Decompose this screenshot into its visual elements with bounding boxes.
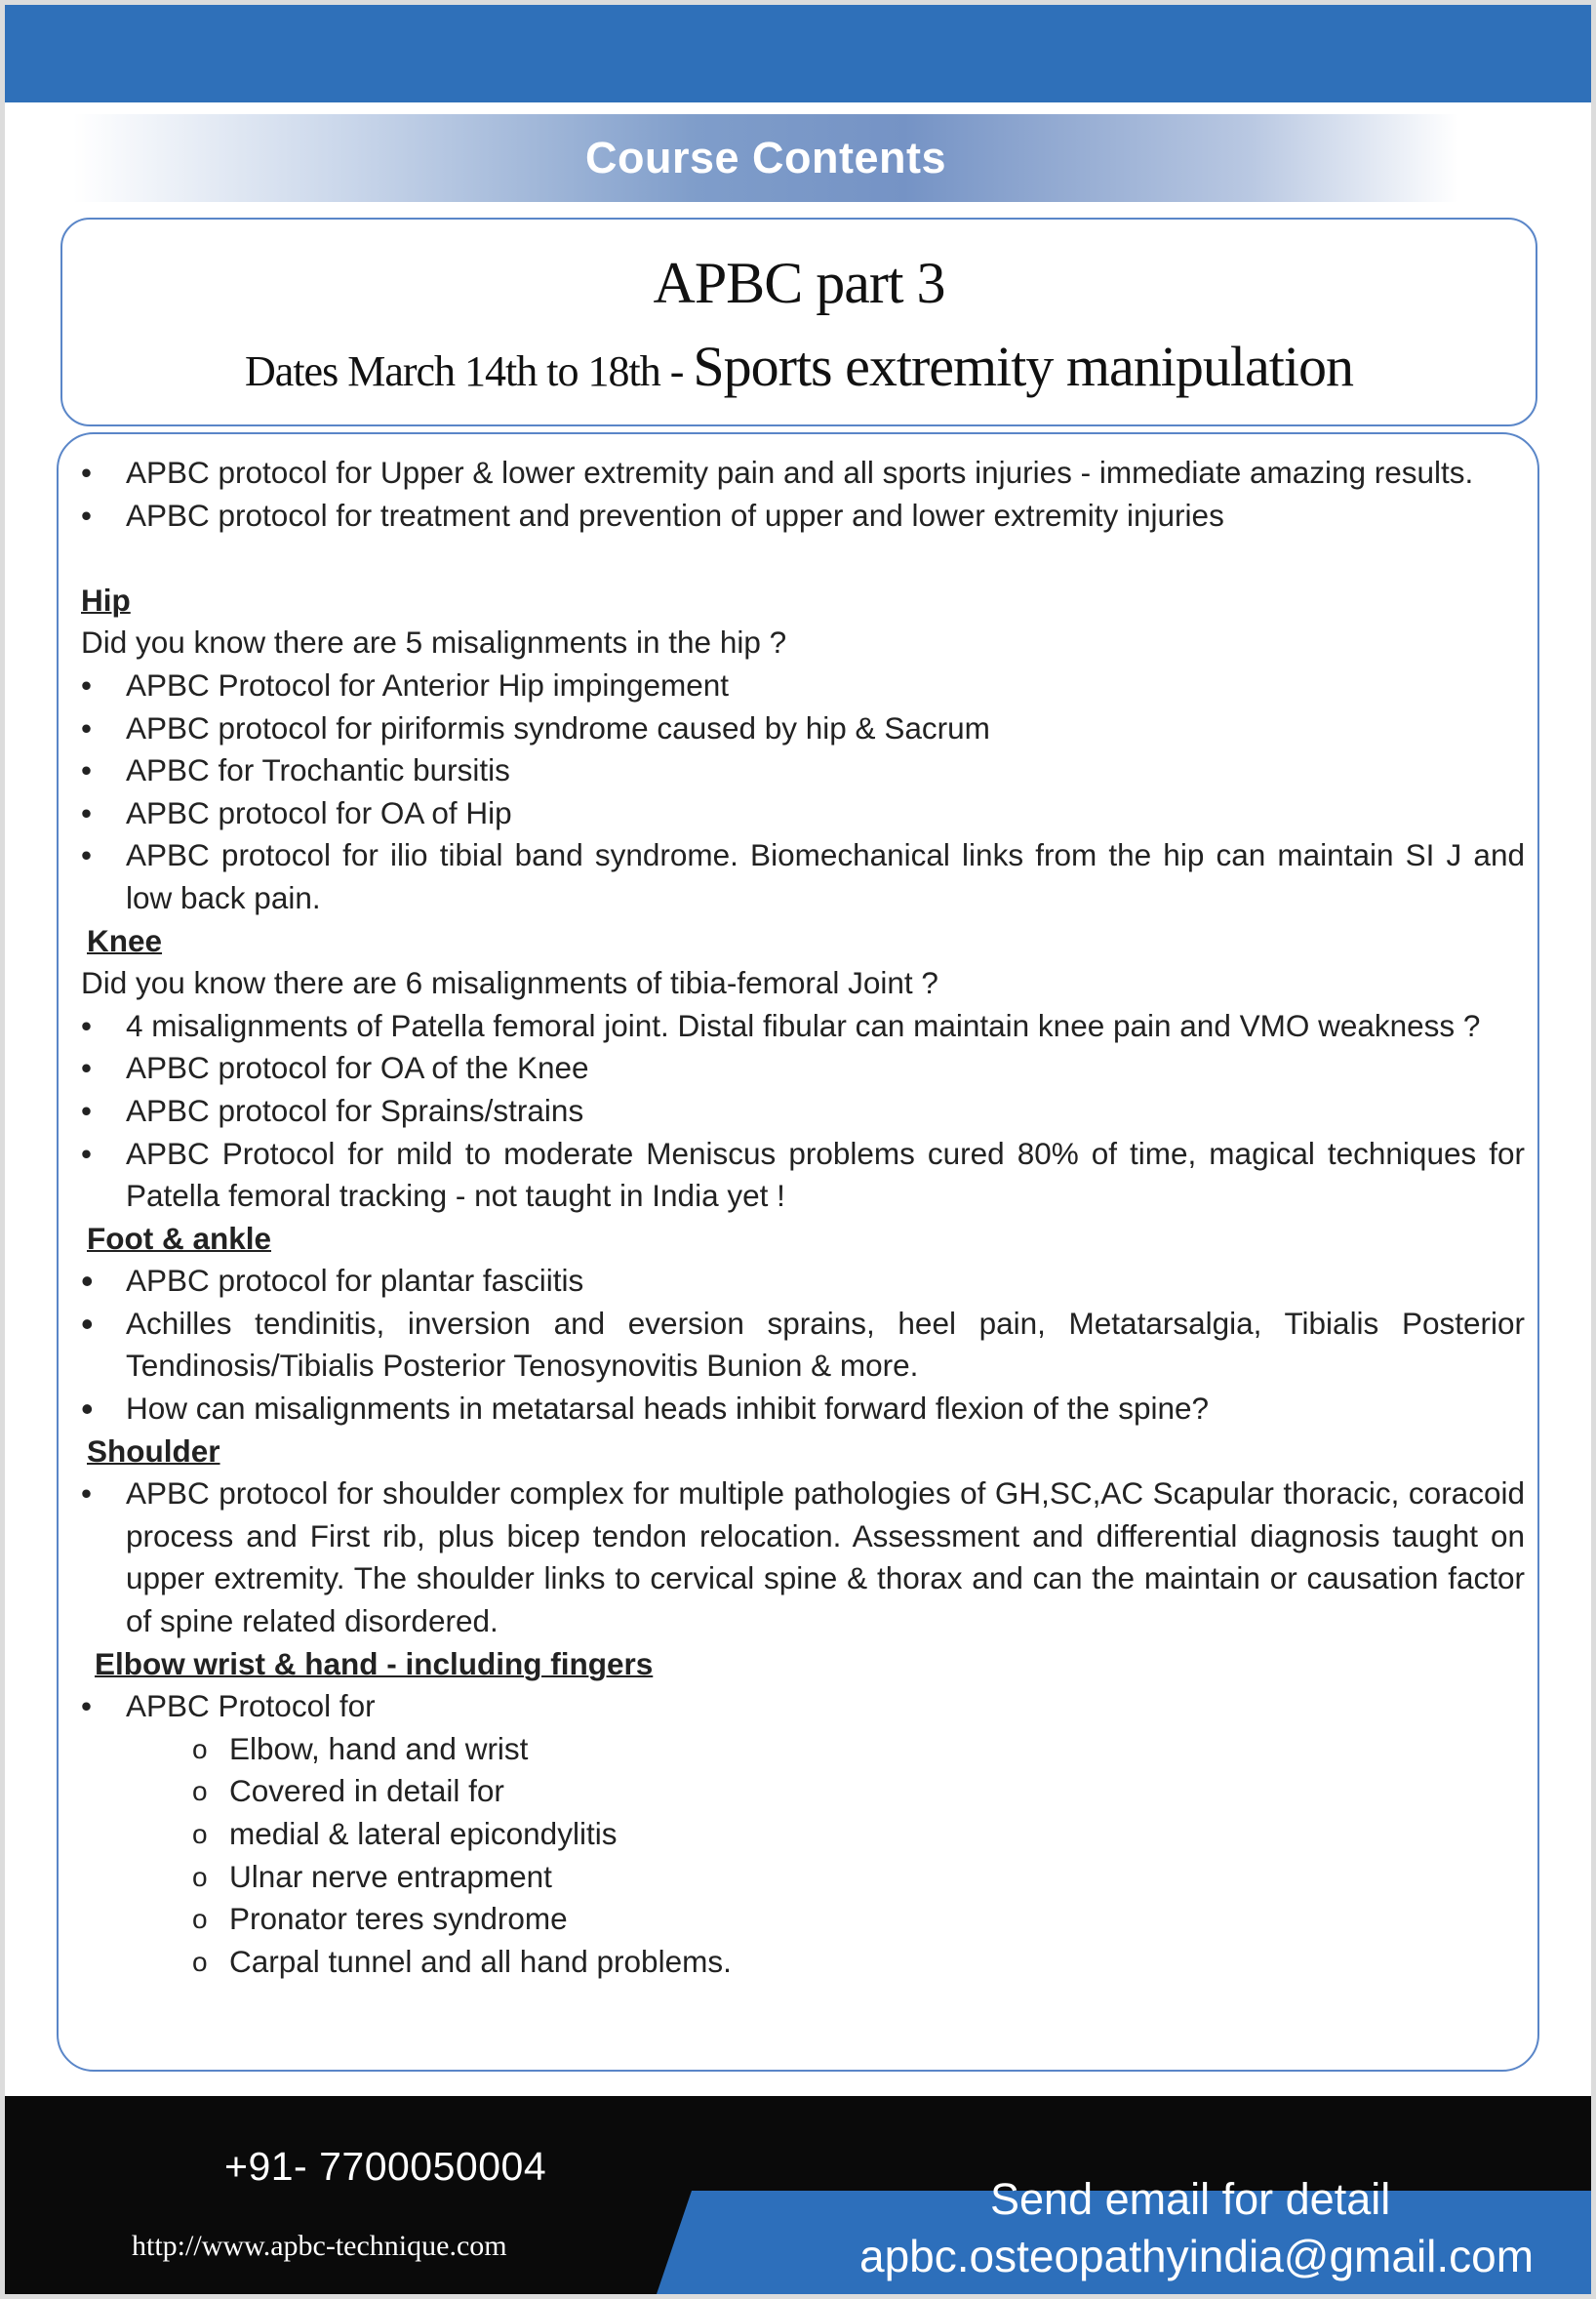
course-topic: Sports extremity manipulation [693, 335, 1353, 398]
list-item: • How can misalignments in metatarsal heads inhibit forward flexion of the spine? [81, 1388, 1525, 1431]
hip-question: Did you know there are 5 misalignments in the hip ? [81, 625, 787, 661]
email-label: Send email for detail [990, 2174, 1391, 2224]
list-item: • APBC for Trochantic bursitis [81, 749, 1525, 792]
sub-list-item: o Ulnar nerve entrapment [81, 1856, 1525, 1899]
website-link[interactable]: http://www.apbc-technique.com [132, 2230, 507, 2262]
list-item: • APBC Protocol for [81, 1685, 1525, 1728]
email-link[interactable]: apbc.osteopathyindia@gmail.com [859, 2231, 1535, 2281]
hip-list [81, 665, 1525, 920]
list-item: • APBC protocol for OA of the Knee [81, 1047, 1525, 1090]
list-item: • APBC protocol for OA of Hip [81, 792, 1525, 835]
list-item: • Achilles tendinitis, inversion and eversion sprains, heel pain, Metatarsalgia, Tibialis Posterior Tendinosis/Tibialis Posterior Tenosynovitis Bunion & more. [81, 1303, 1525, 1388]
sub-list-item: o Elbow, hand and wrist [81, 1728, 1525, 1771]
list-item: • APBC protocol for piriformis syndrome caused by hip & Sacrum [81, 707, 1525, 750]
list-item: • APBC Protocol for mild to moderate Meniscus problems cured 80% of time, magical techniques for Patella femoral tracking - not taught in India yet ! [81, 1133, 1525, 1218]
phone-number[interactable]: +91- 7700050004 [224, 2144, 547, 2189]
page [5, 5, 1591, 2294]
knee-list [81, 1005, 1525, 1218]
course-contents [81, 452, 1525, 1983]
course-dates: Dates March 14th to 18th - [245, 347, 694, 395]
list-item: • APBC protocol for shoulder complex for multiple pathologies of GH,SC,AC Scapular thoracic, coracoid process and First rib, plus bicep tendon relocation. Assessment and differential diagnosis taught on upper extremity. The shoulder links to cervical spine & thorax and can the maintain or causation factor of spine related disordered. [81, 1472, 1525, 1642]
course-subtitle [62, 333, 1536, 416]
section-heading-knee: Knee [87, 922, 163, 958]
knee-question: Did you know there are 6 misalignments of tibia-femoral Joint ? [81, 965, 938, 1001]
section-heading-elbow-wrist-hand: Elbow wrist & hand - including fingers [95, 1645, 654, 1681]
foot-list [81, 1260, 1525, 1430]
sub-list-item: o Covered in detail for [81, 1770, 1525, 1813]
section-banner [73, 114, 1458, 202]
section-heading-shoulder: Shoulder [87, 1432, 220, 1469]
list-item: • APBC Protocol for Anterior Hip impingement [81, 665, 1525, 707]
course-title-box [60, 218, 1537, 426]
list-item: • APBC protocol for treatment and prevention of upper and lower extremity injuries [81, 495, 1525, 538]
list-item: • APBC protocol for Upper & lower extremity pain and all sports injuries - immediate amazing results. [81, 452, 1525, 495]
sub-list-item: o Pronator teres syndrome [81, 1898, 1525, 1941]
intro-list [81, 452, 1525, 537]
elbow-list [81, 1685, 1525, 1983]
sub-list-item: o medial & lateral epicondylitis [81, 1813, 1525, 1856]
course-title: APBC part 3 [653, 251, 945, 315]
section-heading-foot-ankle: Foot & ankle [87, 1220, 272, 1256]
list-item: • APBC protocol for plantar fasciitis [81, 1260, 1525, 1303]
shoulder-list [81, 1472, 1525, 1642]
list-item: • APBC protocol for ilio tibial band syndrome. Biomechanical links from the hip can maintain SI J and low back pain. [81, 834, 1525, 919]
list-item: • APBC protocol for Sprains/strains [81, 1090, 1525, 1133]
top-bar [5, 5, 1591, 102]
list-item: • 4 misalignments of Patella femoral joint. Distal fibular can maintain knee pain and VMO weakness ? [81, 1005, 1525, 1048]
section-heading-hip: Hip [81, 582, 131, 618]
banner-title: Course Contents [584, 133, 947, 182]
sub-list-item: o Carpal tunnel and all hand problems. [81, 1941, 1525, 1984]
